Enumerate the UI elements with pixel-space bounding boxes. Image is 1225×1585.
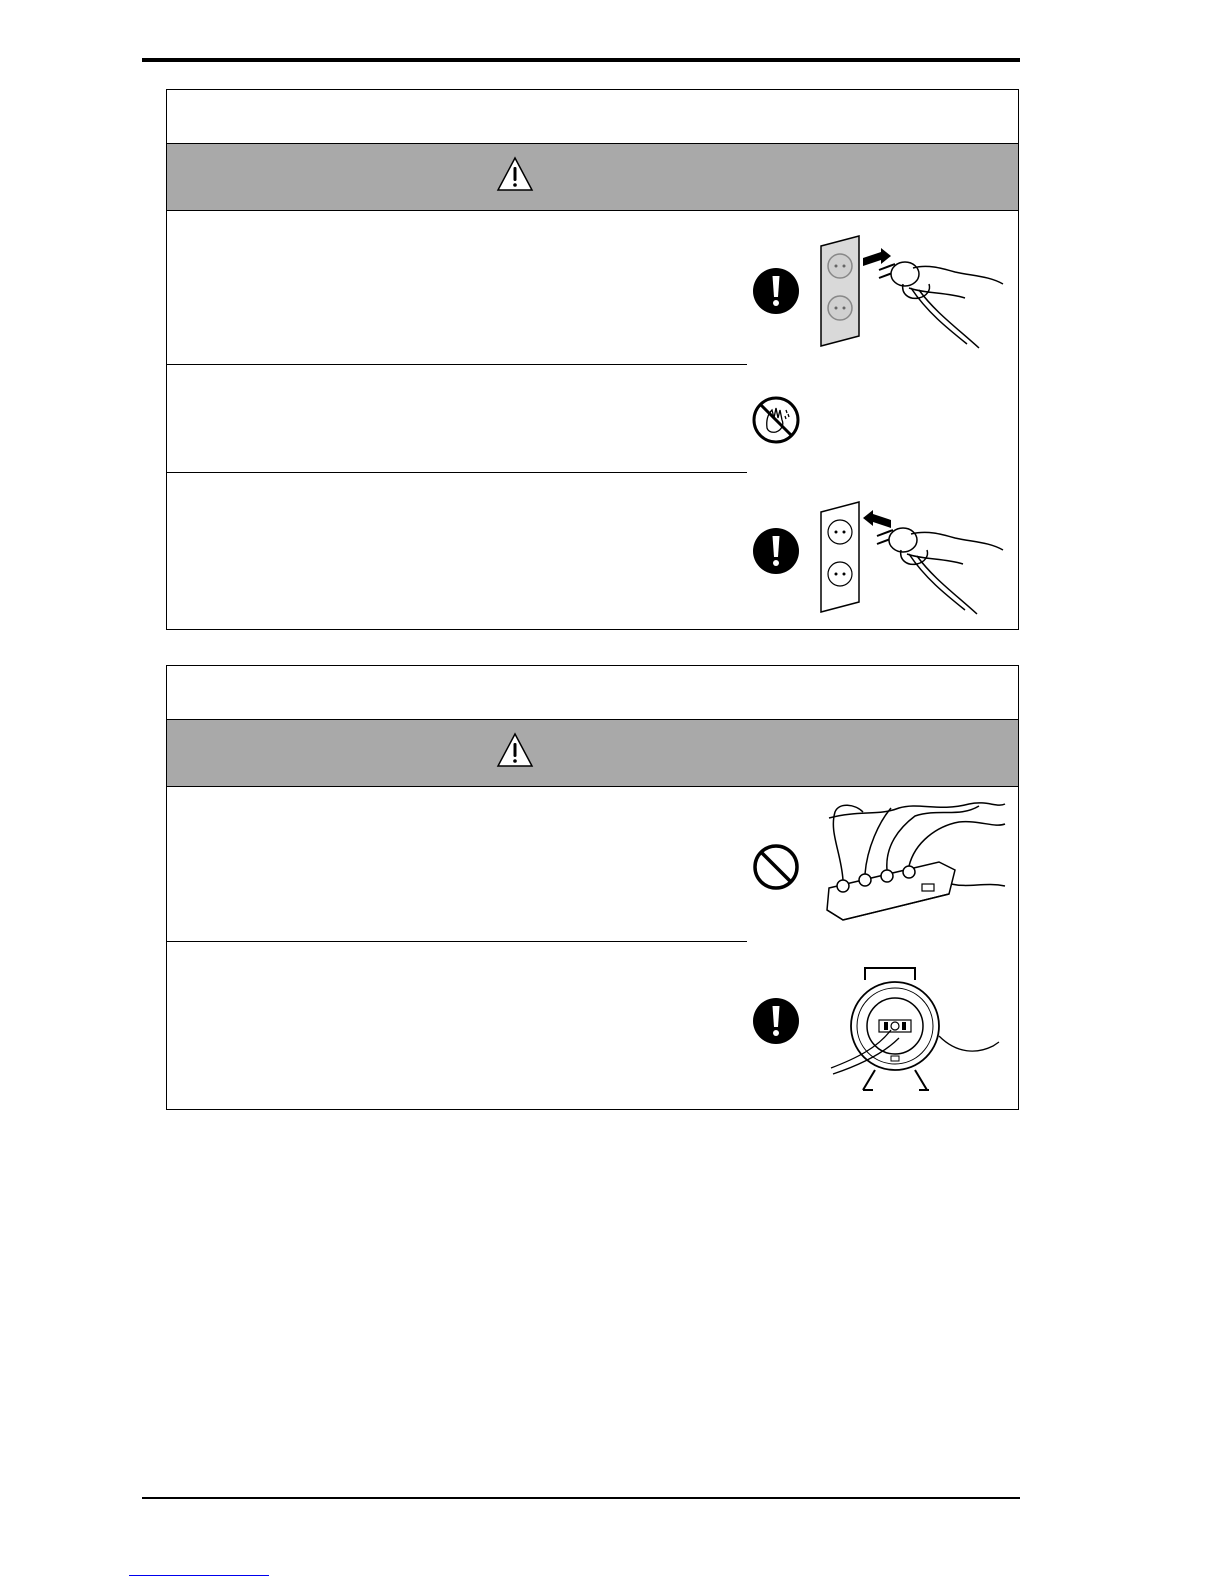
no-wet-hands-icon (752, 396, 800, 444)
instruction-row (167, 365, 747, 472)
instruction-row (167, 473, 747, 629)
instruction-row (167, 942, 747, 1109)
panel-title (167, 666, 1018, 720)
footer-link[interactable] (129, 1575, 269, 1576)
footer-rule (142, 1497, 1020, 1499)
cable-reel-illustration (827, 958, 1005, 1096)
warning-header (167, 720, 1018, 787)
panel-title (167, 90, 1018, 144)
mandatory-action-icon (752, 997, 800, 1045)
warning-header (167, 144, 1018, 211)
power-strip-illustration (819, 792, 1009, 930)
safety-panel-power-plug (166, 89, 1019, 630)
instruction-row (167, 211, 747, 364)
plug-remove-illustration (817, 498, 1007, 616)
plug-insert-illustration (817, 232, 1007, 350)
warning-triangle-icon (496, 156, 534, 192)
prohibition-icon (752, 843, 800, 891)
safety-panel-power-strip (166, 665, 1019, 1110)
mandatory-action-icon (752, 527, 800, 575)
warning-triangle-icon (496, 732, 534, 768)
header-rule (142, 58, 1020, 62)
mandatory-action-icon (752, 267, 800, 315)
instruction-row (167, 787, 747, 941)
